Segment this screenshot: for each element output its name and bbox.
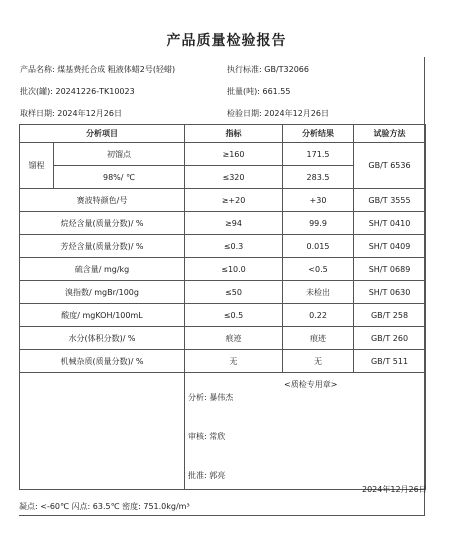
table-row — [20, 143, 426, 166]
row-item: 酸度/ mgKOH/100mL — [20, 304, 185, 327]
product-name-label: 产品名称: — [20, 65, 55, 74]
table-row — [20, 235, 426, 258]
row-spec: ≤10.0 — [185, 258, 283, 281]
batch-value: 20241226-TK10023 — [55, 87, 135, 96]
row-method: GB/T 260 — [354, 327, 426, 350]
row-method: SH/T 0630 — [354, 281, 426, 304]
stamp-date: 2024年12月26日 — [362, 485, 427, 494]
row-spec: 痕迹 — [185, 327, 283, 350]
row-method: SH/T 0409 — [354, 235, 426, 258]
standard-label: 执行标准: — [227, 65, 262, 74]
row-item: 98%/ ℃ — [54, 166, 185, 189]
header-item: 分析项目 — [20, 125, 185, 143]
header-result: 分析结果 — [283, 125, 354, 143]
table-row — [20, 212, 426, 235]
row-spec: 无 — [185, 350, 283, 373]
row-result: 171.5 — [283, 143, 354, 166]
row-method: GB/T 511 — [354, 350, 426, 373]
row-spec: ≥94 — [185, 212, 283, 235]
row-result: 痕迹 — [283, 327, 354, 350]
table-row — [20, 327, 426, 350]
table-row — [20, 350, 426, 373]
footer-properties: 凝点: <-60℃ 闪点: 63.5℃ 密度: 751.0kg/m³ — [19, 502, 190, 511]
row-spec: ≤320 — [185, 166, 283, 189]
row-item: 赛波特颜色/号 — [20, 189, 185, 212]
test-date-row — [227, 108, 329, 119]
blank-cell — [20, 373, 185, 490]
quantity-value: 661.55 — [262, 87, 291, 96]
row-method: GB/T 3555 — [354, 189, 426, 212]
table-row — [20, 281, 426, 304]
distillation-group-cell: 馏程 — [20, 143, 54, 189]
table-header-row — [20, 125, 426, 143]
row-item: 硫含量/ mg/kg — [20, 258, 185, 281]
table-row — [20, 258, 426, 281]
quality-stamp-label: <质检专用章> — [284, 380, 338, 389]
row-item: 烷烃含量(质量分数)/ % — [20, 212, 185, 235]
row-item: 溴指数/ mgBr/100g — [20, 281, 185, 304]
quantity-label: 批量(吨): — [227, 87, 260, 96]
product-name-row — [20, 64, 175, 75]
sample-date-row — [20, 108, 122, 119]
row-spec: ≥+20 — [185, 189, 283, 212]
batch-row — [20, 86, 135, 97]
row-item: 初馏点 — [54, 143, 185, 166]
approver-signature: 批准: 郭亮 — [188, 471, 226, 480]
row-spec: ≤50 — [185, 281, 283, 304]
row-result: 283.5 — [283, 166, 354, 189]
row-item: 芳烃含量(质量分数)/ % — [20, 235, 185, 258]
header-method: 试验方法 — [354, 125, 426, 143]
standard-value: GB/T32066 — [264, 65, 309, 74]
table-row — [20, 189, 426, 212]
sample-date-value: 2024年12月26日 — [57, 109, 122, 118]
row-item: 机械杂质(质量分数)/ % — [20, 350, 185, 373]
header-spec: 指标 — [185, 125, 283, 143]
row-spec: ≤0.5 — [185, 304, 283, 327]
row-result: 无 — [283, 350, 354, 373]
row-spec: ≤0.3 — [185, 235, 283, 258]
row-method: GB/T 258 — [354, 304, 426, 327]
standard-row — [227, 64, 309, 75]
analyst-signature: 分析: 暴伟杰 — [188, 393, 234, 402]
quantity-row — [227, 86, 290, 97]
row-result: +30 — [283, 189, 354, 212]
row-method: SH/T 0410 — [354, 212, 426, 235]
row-method: SH/T 0689 — [354, 258, 426, 281]
table-row — [20, 304, 426, 327]
batch-label: 批次(罐): — [20, 87, 53, 96]
row-method: GB/T 6536 — [354, 143, 426, 189]
row-result: 未检出 — [283, 281, 354, 304]
row-result: <0.5 — [283, 258, 354, 281]
row-spec: ≥160 — [185, 143, 283, 166]
reviewer-signature: 审核: 常欣 — [188, 432, 226, 441]
sample-date-label: 取样日期: — [20, 109, 55, 118]
product-name-value: 煤基费托合成 粗液体蜡2号(轻蜡) — [57, 65, 176, 74]
report-title: 产品质量检验报告 — [166, 33, 287, 49]
row-result: 0.015 — [283, 235, 354, 258]
test-date-value: 2024年12月26日 — [264, 109, 329, 118]
row-item: 水分(体积分数)/ % — [20, 327, 185, 350]
row-result: 0.22 — [283, 304, 354, 327]
test-date-label: 检验日期: — [227, 109, 262, 118]
row-result: 99.9 — [283, 212, 354, 235]
